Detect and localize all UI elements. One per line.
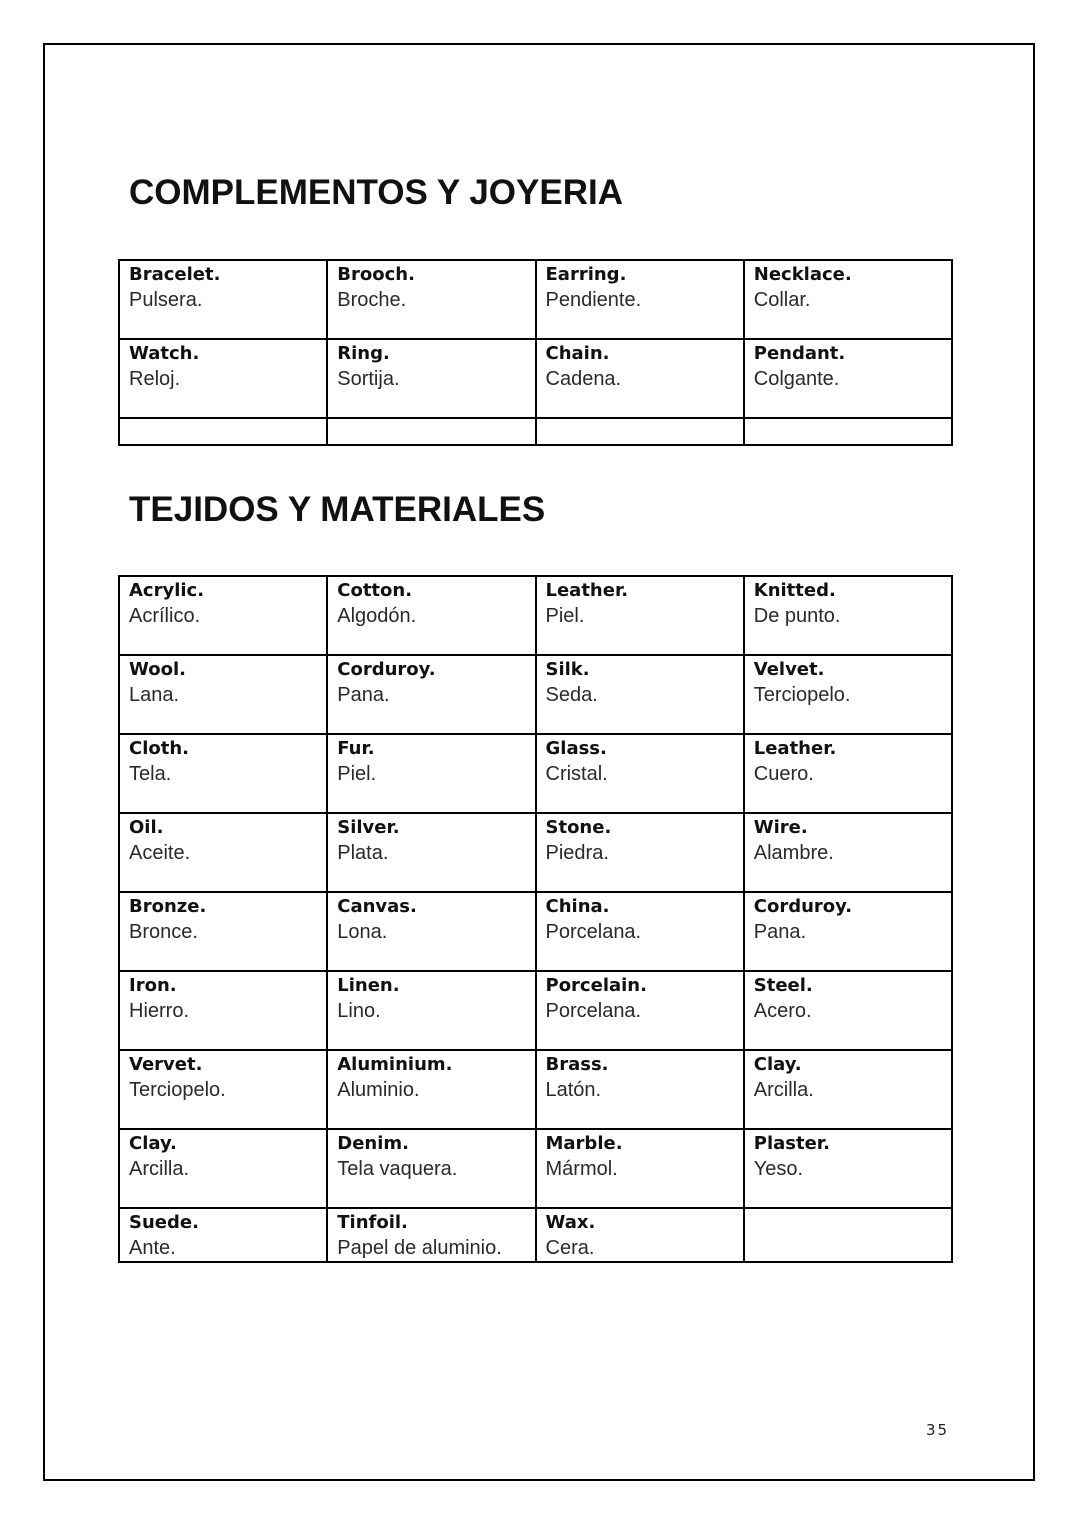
spanish-translation: Broche. [337,289,407,311]
spanish-translation: Pana. [753,921,807,943]
table-row [119,813,952,892]
table-cell [536,734,744,813]
table-cell [744,734,952,813]
english-term: Vervet. [129,1054,203,1075]
spanish-translation: Piedra. [545,842,609,864]
table-cell [327,892,535,971]
table-cell [744,892,952,971]
english-term: Pendant. [753,343,846,364]
table-cell [744,576,952,655]
spanish-translation: Yeso. [753,1158,804,1180]
spanish-translation: Lana. [129,684,180,706]
table-row [119,576,952,655]
table-cell [327,813,535,892]
table-cell [119,260,327,339]
table-row [119,734,952,813]
english-term: Cotton. [337,580,413,601]
english-term: Bronze. [129,896,207,917]
table-cell [744,655,952,734]
english-term: Corduroy. [753,896,853,917]
english-term: Corduroy. [337,659,436,680]
english-term: Tinfoil. [337,1212,408,1233]
english-term: Leather. [753,738,837,759]
table-cell [536,892,744,971]
table-cell [327,339,535,418]
english-term: Leather. [545,580,629,601]
english-term: Porcelain. [545,975,647,996]
table-cell [744,971,952,1050]
table-cell [119,1050,327,1129]
english-term: Brooch. [337,264,415,285]
english-term: Suede. [129,1212,199,1233]
table-cell [327,655,535,734]
spanish-translation: Algodón. [337,605,417,627]
table-row [119,1129,952,1208]
table-row [119,655,952,734]
english-term: Stone. [545,817,612,838]
spanish-translation: Pulsera. [129,289,203,311]
spanish-translation: Cristal. [545,763,608,785]
table-row [119,1208,952,1262]
table-cell [119,655,327,734]
table-row [119,971,952,1050]
table-cell [536,1050,744,1129]
spanish-translation: Seda. [545,684,598,706]
table-cell [119,576,327,655]
spanish-translation: Latón. [545,1079,602,1101]
table-cell [119,1208,327,1262]
english-term: Wax. [545,1212,596,1233]
spanish-translation: Colgante. [753,368,840,390]
english-term: Canvas. [337,896,417,917]
spanish-translation: Arcilla. [753,1079,814,1101]
table-cell [327,1208,535,1262]
spanish-translation: Papel de aluminio. [337,1237,502,1259]
english-term: Oil. [129,817,164,838]
english-term: Velvet. [753,659,825,680]
spanish-translation: Hierro. [129,1000,190,1022]
section-title-materials: TEJIDOS Y MATERIALES [129,490,546,529]
english-term: Steel. [753,975,813,996]
table-row [119,1050,952,1129]
table-cell [744,339,952,418]
english-term: Wire. [753,817,808,838]
table-cell [536,971,744,1050]
table-cell [536,655,744,734]
english-term: China. [545,896,610,917]
spanish-translation: Aluminio. [337,1079,420,1101]
english-term: Iron. [129,975,177,996]
table-cell [327,1129,535,1208]
english-term: Denim. [337,1133,409,1154]
table-cell [744,813,952,892]
table-cell [744,260,952,339]
english-term: Acrylic. [129,580,205,601]
table-cell [327,260,535,339]
table-cell [119,339,327,418]
spanish-translation: Tela. [129,763,172,785]
table-cell [327,734,535,813]
table-cell [536,813,744,892]
table-cell [536,339,744,418]
page-number: 35 [926,1421,950,1439]
english-term: Wool. [129,659,186,680]
english-term: Silk. [545,659,590,680]
spanish-translation: Pendiente. [545,289,642,311]
empty-cell [327,418,535,445]
english-term: Knitted. [753,580,836,601]
spanish-translation: Cera. [545,1237,595,1259]
table-cell [536,1208,744,1262]
table-cell [327,1050,535,1129]
spanish-translation: Piel. [545,605,585,627]
spanish-translation: Reloj. [129,368,181,390]
english-term: Ring. [337,343,390,364]
spanish-translation: Mármol. [545,1158,618,1180]
table-row [119,260,952,339]
english-term: Aluminium. [337,1054,453,1075]
empty-cell [744,1208,952,1262]
english-term: Plaster. [753,1133,830,1154]
spanish-translation: Pana. [337,684,390,706]
english-term: Fur. [337,738,375,759]
spanish-translation: Ante. [129,1237,176,1259]
table-cell [536,1129,744,1208]
english-term: Clay. [753,1054,802,1075]
spanish-translation: Terciopelo. [129,1079,226,1101]
spanish-translation: Cadena. [545,368,622,390]
section-title-jewellery: COMPLEMENTOS Y JOYERIA [129,173,623,212]
spanish-translation: Alambre. [753,842,834,864]
english-term: Watch. [129,343,200,364]
spanish-translation: Porcelana. [545,1000,642,1022]
spanish-translation: Acero. [753,1000,812,1022]
table-cell [536,576,744,655]
spanish-translation: Aceite. [129,842,191,864]
spanish-translation: Lona. [337,921,388,943]
table-cell [119,892,327,971]
table-row [119,339,952,418]
table-cell [744,1050,952,1129]
english-term: Bracelet. [129,264,221,285]
jewellery-vocabulary-table [118,259,953,446]
english-term: Necklace. [753,264,852,285]
spanish-translation: Arcilla. [129,1158,190,1180]
table-cell [536,260,744,339]
spanish-translation: Piel. [337,763,377,785]
spanish-translation: Terciopelo. [753,684,851,706]
english-term: Linen. [337,975,400,996]
spanish-translation: Plata. [337,842,389,864]
table-row-empty [119,418,952,445]
spanish-translation: Porcelana. [545,921,642,943]
table-cell [119,1129,327,1208]
table-cell [327,971,535,1050]
table-cell [119,813,327,892]
table-row [119,892,952,971]
english-term: Earring. [545,264,627,285]
table-cell [119,734,327,813]
english-term: Cloth. [129,738,190,759]
english-term: Clay. [129,1133,177,1154]
spanish-translation: Bronce. [129,921,198,943]
spanish-translation: Collar. [753,289,811,311]
english-term: Glass. [545,738,607,759]
spanish-translation: Sortija. [337,368,400,390]
empty-cell [744,418,952,445]
english-term: Marble. [545,1133,623,1154]
english-term: Brass. [545,1054,609,1075]
table-cell [744,1129,952,1208]
table-cell [327,576,535,655]
spanish-translation: Cuero. [753,763,814,785]
table-cell [119,971,327,1050]
empty-cell [119,418,327,445]
spanish-translation: De punto. [753,605,841,627]
spanish-translation: Tela vaquera. [337,1158,458,1180]
materials-vocabulary-table [118,575,953,1263]
english-term: Chain. [545,343,610,364]
spanish-translation: Lino. [337,1000,381,1022]
english-term: Silver. [337,817,400,838]
spanish-translation: Acrílico. [129,605,201,627]
empty-cell [536,418,744,445]
